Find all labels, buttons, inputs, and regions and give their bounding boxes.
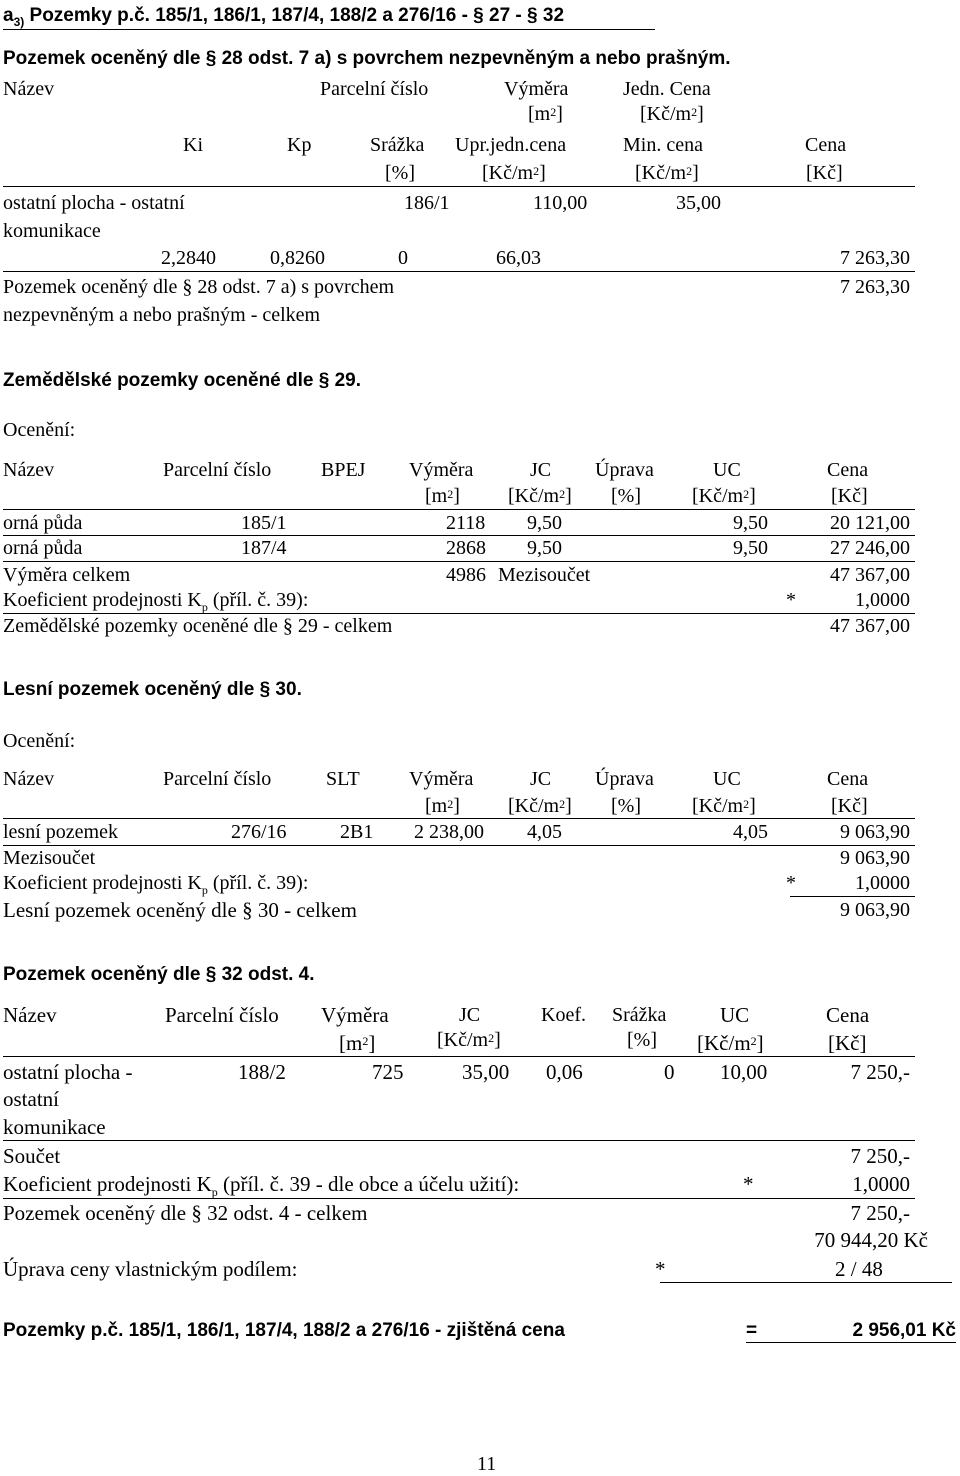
s29-row1-uc: 9,50 bbox=[733, 512, 768, 534]
s28-row-unit-price: 35,00 bbox=[676, 192, 721, 214]
s28-row-name: ostatní plocha - ostatní bbox=[3, 192, 185, 214]
col-adjusted-price-header: Upr.jedn.cena bbox=[455, 134, 567, 156]
s28-row-price: 7 263,30 bbox=[840, 247, 910, 269]
s29-col-uc-unit: $[Kč/m^2]$ bbox=[692, 485, 756, 507]
s32-koef-value: 1,0000 bbox=[852, 1172, 910, 1196]
s32-col-srazka: Srážka bbox=[612, 1004, 667, 1026]
s30-koef-value: 1,0000 bbox=[855, 872, 910, 894]
s30-col-name: Název bbox=[3, 768, 55, 790]
section29-title: Zemědělské pozemky oceněné dle § 29. bbox=[3, 370, 362, 391]
s32-col-parcel: Parcelní číslo bbox=[165, 1003, 279, 1027]
s29-row1-parcel: 185/1 bbox=[241, 512, 287, 534]
s29-col-bpej: BPEJ bbox=[321, 459, 366, 481]
s30-col-uprava-unit: [%] bbox=[611, 795, 641, 817]
s32-koef-label: Koeficient prodejnosti $K_p$ (příl. č. 39 - dle obce a účelu užití): bbox=[3, 1172, 520, 1200]
col-name-header: Název bbox=[3, 78, 55, 100]
s30-total-value: 9 063,90 bbox=[840, 899, 910, 921]
s30-total-label: Lesní pozemek oceněný dle § 30 - celkem bbox=[3, 898, 357, 922]
s29-col-uprava-unit: [%] bbox=[611, 485, 641, 507]
s32-row-parcel: 188/2 bbox=[238, 1060, 286, 1084]
s30-col-parcel: Parcelní číslo bbox=[163, 768, 272, 790]
s32-row-area: 725 bbox=[372, 1060, 404, 1084]
s32-sum-label: Součet bbox=[3, 1144, 61, 1168]
s30-col-cena: Cena bbox=[827, 768, 869, 790]
s32-row-srazka: 0 bbox=[664, 1060, 675, 1084]
s29-col-cena: Cena bbox=[827, 459, 869, 481]
s28-total-label-cont: nezpevněným a nebo prašným - celkem bbox=[3, 304, 321, 326]
s32-col-uc-unit: $[Kč/m^2]$ bbox=[697, 1031, 764, 1055]
s29-col-area: Výměra bbox=[409, 459, 474, 481]
col-adjusted-price-unit: $[Kč/m^2]$ bbox=[482, 162, 546, 184]
s30-col-jc: JC bbox=[530, 768, 552, 790]
s32-col-cena-unit: [Kč] bbox=[828, 1031, 867, 1055]
s30-col-jc-unit: $[Kč/m^2]$ bbox=[508, 795, 572, 817]
section30-title: Lesní pozemek oceněný dle § 30. bbox=[3, 679, 302, 700]
s29-total-label: Zemědělské pozemky oceněné dle § 29 - celkem bbox=[3, 615, 393, 637]
s30-row-cena: 9 063,90 bbox=[840, 821, 910, 843]
s30-koef-star: * bbox=[786, 872, 796, 894]
col-min-price-header: Min. cena bbox=[623, 134, 703, 156]
s32-col-koef: Koef. bbox=[541, 1004, 586, 1026]
heading-underline bbox=[3, 29, 655, 30]
s30-row-name: lesní pozemek bbox=[3, 821, 118, 843]
col-area-unit: $[m^2]$ bbox=[528, 103, 563, 125]
s30-koef-line bbox=[790, 896, 915, 897]
share-label: Úprava ceny vlastnickým podílem: bbox=[3, 1257, 298, 1281]
s29-row2-area: 2868 bbox=[446, 537, 486, 559]
col-area-header: Výměra bbox=[504, 78, 569, 100]
col-price-unit: [Kč] bbox=[806, 162, 843, 184]
s30-col-slt: SLT bbox=[326, 768, 360, 790]
s28-row-srazka: 0 bbox=[398, 247, 408, 269]
s32-header-line bbox=[3, 1056, 915, 1057]
s32-row-koef: 0,06 bbox=[546, 1060, 583, 1084]
col-srazka-header: Srážka bbox=[370, 134, 425, 156]
s29-col-area-unit: $[m^2]$ bbox=[425, 485, 460, 507]
s30-koef-label: Koeficient prodejnosti $K_p$ (příl. č. 39): bbox=[3, 872, 309, 897]
s32-koef-line bbox=[3, 1198, 915, 1199]
s29-col-jc-unit: $[Kč/m^2]$ bbox=[508, 485, 572, 507]
s30-subtotal: 9 063,90 bbox=[840, 847, 910, 869]
s28-row-name-cont: komunikace bbox=[3, 220, 101, 242]
section28-header-line bbox=[3, 186, 915, 187]
page-heading: $a_{3)}$ Pozemky p.č. 185/1, 186/1, 187/4, 188/2 a 276/16 - § 27 - § 32 bbox=[3, 5, 565, 29]
page-number: 11 bbox=[477, 1453, 497, 1475]
s29-col-parcel: Parcelní číslo bbox=[163, 459, 272, 481]
s29-row2-cena: 27 246,00 bbox=[830, 537, 910, 559]
final-value: 2 956,01 Kč bbox=[852, 1320, 956, 1341]
s29-row2-jc: 9,50 bbox=[527, 537, 562, 559]
s29-koef-value: 1,0000 bbox=[855, 589, 910, 611]
s29-area-total: 4986 bbox=[446, 564, 486, 586]
s32-row-name: ostatní plocha - bbox=[3, 1060, 133, 1084]
s28-row-area: 110,00 bbox=[533, 192, 588, 214]
s32-total-value: 7 250,- bbox=[850, 1201, 910, 1225]
s28-total-value: 7 263,30 bbox=[840, 276, 910, 298]
s30-col-area: Výměra bbox=[409, 768, 474, 790]
s29-col-uprava: Úprava bbox=[595, 459, 654, 481]
s29-subtotal: 47 367,00 bbox=[830, 564, 910, 586]
s30-row-area: 2 238,00 bbox=[414, 821, 484, 843]
s30-col-area-unit: $[m^2]$ bbox=[425, 795, 460, 817]
col-price-header: Cena bbox=[805, 134, 847, 156]
s29-subtotal-label: Mezisoučet bbox=[498, 564, 591, 586]
s29-row2-line bbox=[3, 561, 915, 562]
s29-col-name: Název bbox=[3, 459, 55, 481]
share-value: 2 / 48 bbox=[835, 1257, 883, 1281]
section32-title: Pozemek oceněný dle § 32 odst. 4. bbox=[3, 964, 315, 985]
col-unit-price-header: Jedn. Cena bbox=[623, 78, 711, 100]
s29-col-uc: UC bbox=[713, 459, 741, 481]
share-star: * bbox=[655, 1257, 666, 1281]
s32-row-jc: 35,00 bbox=[462, 1060, 510, 1084]
s28-row-adjusted-price: 66,03 bbox=[496, 247, 541, 269]
s32-col-cena: Cena bbox=[826, 1003, 870, 1027]
s30-row-parcel: 276/16 bbox=[231, 821, 287, 843]
s29-header-line bbox=[3, 509, 915, 510]
s29-col-cena-unit: [Kč] bbox=[831, 485, 868, 507]
col-unit-price-unit: $[Kč/m^2]$ bbox=[640, 103, 704, 125]
s29-row1-name: orná půda bbox=[3, 512, 83, 534]
s29-koef-star: * bbox=[786, 589, 796, 611]
s28-row-parcel: 186/1 bbox=[404, 192, 450, 214]
s30-row-jc: 4,05 bbox=[527, 821, 562, 843]
s32-row-cena: 7 250,- bbox=[850, 1060, 910, 1084]
s29-koef-label: Koeficient prodejnosti $K_p$ (příl. č. 39): bbox=[3, 589, 309, 614]
s32-koef-star: * bbox=[743, 1172, 754, 1196]
s30-col-cena-unit: [Kč] bbox=[831, 795, 868, 817]
s28-row-kp: 0,8260 bbox=[270, 247, 325, 269]
s28-row-ki: 2,2840 bbox=[161, 247, 216, 269]
final-label: Pozemky p.č. 185/1, 186/1, 187/4, 188/2 a 276/16 - zjištěná cena bbox=[3, 1320, 565, 1341]
s29-row1-jc: 9,50 bbox=[527, 512, 562, 534]
s30-col-uc: UC bbox=[713, 768, 741, 790]
s29-row2-parcel: 187/4 bbox=[241, 537, 287, 559]
s32-sum: 7 250,- bbox=[850, 1144, 910, 1168]
s32-col-area: Výměra bbox=[321, 1003, 389, 1027]
s32-col-area-unit: $[m^2]$ bbox=[339, 1031, 376, 1055]
s30-subtotal-label: Mezisoučet bbox=[3, 847, 96, 869]
s32-row-name-cont1: ostatní bbox=[3, 1087, 59, 1111]
s29-oceneni-label: Ocenění: bbox=[3, 419, 76, 441]
final-underline bbox=[746, 1342, 956, 1343]
s28-row-line bbox=[3, 271, 915, 272]
s32-col-name: Název bbox=[3, 1003, 57, 1027]
s29-area-total-label: Výměra celkem bbox=[3, 564, 131, 586]
s30-col-uc-unit: $[Kč/m^2]$ bbox=[692, 795, 756, 817]
s30-col-uprava: Úprava bbox=[595, 768, 654, 790]
s32-col-jc: JC bbox=[459, 1004, 481, 1026]
s29-row2-name: orná půda bbox=[3, 537, 83, 559]
section28-title: Pozemek oceněný dle § 28 odst. 7 a) s povrchem nezpevněným a nebo prašným. bbox=[3, 48, 731, 69]
s30-row-uc: 4,05 bbox=[733, 821, 768, 843]
col-kp-header: Kp bbox=[287, 134, 312, 156]
share-line bbox=[660, 1282, 952, 1283]
s32-total-label: Pozemek oceněný dle § 32 odst. 4 - celkem bbox=[3, 1201, 368, 1225]
col-min-price-unit: $[Kč/m^2]$ bbox=[635, 162, 699, 184]
s29-col-jc: JC bbox=[530, 459, 552, 481]
s30-oceneni-label: Ocenění: bbox=[3, 730, 76, 752]
s29-row1-area: 2118 bbox=[446, 512, 486, 534]
s29-total-value: 47 367,00 bbox=[830, 615, 910, 637]
s28-total-label: Pozemek oceněný dle § 28 odst. 7 a) s povrchem bbox=[3, 276, 395, 298]
s32-col-uc: UC bbox=[720, 1003, 750, 1027]
s32-row-name-cont2: komunikace bbox=[3, 1115, 106, 1139]
col-parcel-header: Parcelní číslo bbox=[320, 78, 429, 100]
s32-row-line bbox=[3, 1140, 915, 1141]
s32-row-uc: 10,00 bbox=[720, 1060, 768, 1084]
s32-col-jc-unit: $[Kč/m^2]$ bbox=[437, 1029, 501, 1051]
s29-row2-uc: 9,50 bbox=[733, 537, 768, 559]
s30-header-line bbox=[3, 818, 915, 819]
s30-row-slt: 2B1 bbox=[340, 821, 374, 843]
grand-total: 70 944,20 Kč bbox=[814, 1228, 928, 1252]
final-equals: = bbox=[746, 1320, 758, 1341]
s29-row1-cena: 20 121,00 bbox=[830, 512, 910, 534]
col-srazka-unit: [%] bbox=[385, 162, 415, 184]
s32-col-srazka-unit: [%] bbox=[627, 1029, 657, 1051]
col-ki-header: Ki bbox=[183, 134, 203, 156]
